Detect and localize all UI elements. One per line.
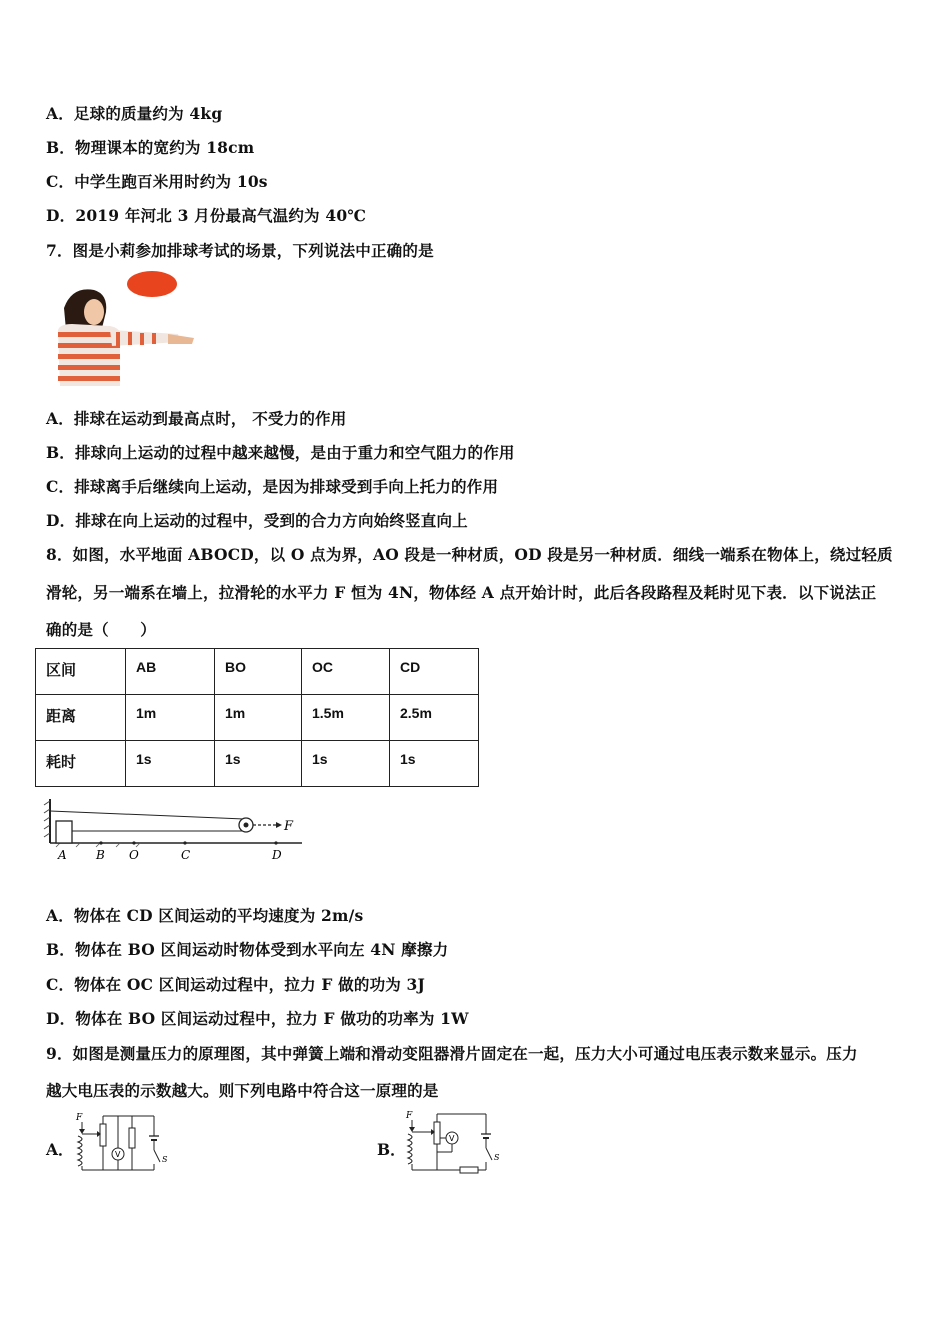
q8-stem-line1: 8．如图，水平地面 ABOCD，以 O 点为界，AO 段是一种材质，OD 段是另一种材质．细线一端系在物体上，绕过轻质 [46,545,893,564]
table-row [36,741,479,787]
point-label-d: D [272,848,282,862]
block [56,821,72,843]
table-cell: 1.5m [302,695,390,741]
q8-stem-line2: 滑轮，另一端系在墙上，拉滑轮的水平力 F 恒为 4N，物体经 A 点开始计时，此后各段路程及耗时见下表．以下说法正 [46,583,877,602]
table-row [36,695,479,741]
q8-stem-line3: 确的是（ ） [46,620,156,639]
q6-option-a: A．足球的质量约为 4kg [46,104,223,123]
pulley-diagram [40,795,310,865]
table-row [36,649,479,695]
q6-option-c: C．中学生跑百米用时约为 10s [46,172,268,191]
svg-text:V: V [449,1134,455,1143]
point-label-b: B [96,848,105,862]
svg-text:F: F [406,1111,413,1121]
circuit-diagram-a [74,1110,174,1176]
q8-option-b: B．物体在 BO 区间运动时物体受到水平向左 4N 摩擦力 [46,940,449,959]
q9-stem-line2: 越大电压表的示数越大。则下列电路中符合这一原理的是 [46,1081,439,1100]
table-cell: 1s [126,741,215,787]
table-cell: 1m [215,695,302,741]
table-cell: 1s [215,741,302,787]
volleyball-photo [50,268,200,386]
svg-text:F: F [76,1113,83,1123]
q8-data-table [35,648,479,787]
table-cell: BO [215,649,302,695]
table-cell: OC [302,649,390,695]
svg-text:V: V [115,1150,121,1159]
q7-option-c: C．排球离手后继续向上运动，是因为排球受到手向上托力的作用 [46,477,499,496]
q7-option-a: A．排球在运动到最高点时， 不受力的作用 [46,409,347,428]
point-label-c: C [181,848,191,862]
table-cell: CD [390,649,479,695]
q7-option-b: B．排球向上运动的过程中越来越慢，是由于重力和空气阻力的作用 [46,443,515,462]
circuit-diagram-b [404,1108,504,1176]
table-cell: 2.5m [390,695,479,741]
q6-option-d: D．2019 年河北 3 月份最高气温约为 40℃ [46,206,367,225]
q7-stem: 7．图是小莉参加排球考试的场景，下列说法中正确的是 [46,241,434,260]
table-cell: 1s [390,741,479,787]
q8-option-d: D．物体在 BO 区间运动过程中，拉力 F 做功的功率为 1W [46,1009,469,1028]
q9-option-b-label: B． [377,1140,406,1159]
q6-option-b: B．物理课本的宽约为 18cm [46,138,255,157]
svg-text:S: S [162,1155,168,1164]
q7-option-d: D．排球在向上运动的过程中，受到的合力方向始终竖直向上 [46,511,468,530]
q8-option-c: C．物体在 OC 区间运动过程中，拉力 F 做的功为 3J [46,975,426,994]
table-cell: 耗时 [36,741,126,787]
q9-option-a-label: A． [46,1140,74,1159]
point-label-o: O [129,848,139,862]
table-cell: 区间 [36,649,126,695]
force-label: F [284,819,294,834]
q8-option-a: A．物体在 CD 区间运动的平均速度为 2m/s [46,906,364,925]
table-cell: 距离 [36,695,126,741]
table-cell: 1m [126,695,215,741]
table-cell: AB [126,649,215,695]
table-cell: 1s [302,741,390,787]
q9-stem-line1: 9．如图是测量压力的原理图，其中弹簧上端和滑动变阻器滑片固定在一起，压力大小可通过电压表示数来显示。压力 [46,1044,858,1063]
point-label-a: A [58,848,67,862]
volleyball [127,271,177,297]
svg-text:S: S [494,1153,500,1162]
